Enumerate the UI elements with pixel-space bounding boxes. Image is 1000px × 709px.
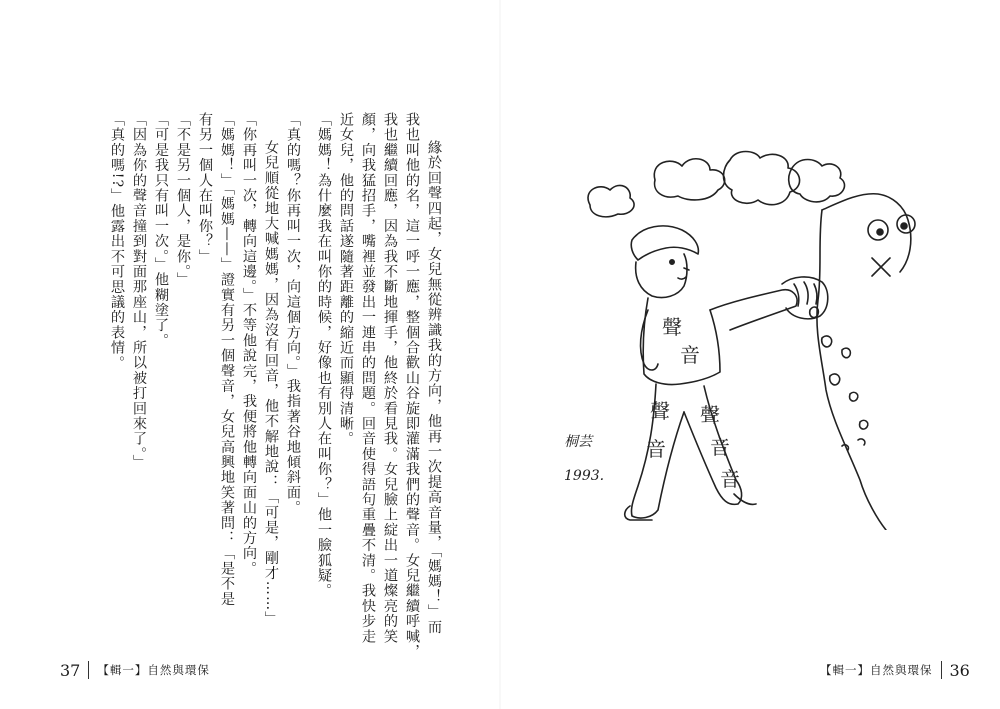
book-gutter <box>499 0 501 709</box>
paragraph: 我也繼續回應，因為我不斷地揮手，他終於看見我。女兒臉上綻出一道燦亮的笑 <box>382 112 398 644</box>
series-title: 【輯一】自然與環保 <box>820 663 933 677</box>
shirt-char: 聲 <box>700 403 720 427</box>
shirt-char: 聲 <box>662 315 682 339</box>
paragraph: 緣於回聲四起，女兒無從辨識我的方向，他再一次提高音量，「媽媽！」而 <box>426 140 442 635</box>
shirt <box>643 298 720 385</box>
page-number: 37 <box>60 660 81 680</box>
paragraph: 「媽媽！為什麼我在叫你的時候，好像也有別人在叫你？」他一臉狐疑。 <box>316 112 332 599</box>
series-title: 【輯一】自然與環保 <box>97 663 210 677</box>
paragraph: 顏，向我猛招手，嘴裡並發出一連串的問題。回音使得語句重疊不清。我快步走 <box>360 112 376 644</box>
cloud-far-right <box>789 160 845 202</box>
signature-year: 1993. <box>564 468 605 484</box>
shirt-char: 音 <box>710 435 730 459</box>
left-footer <box>60 660 210 680</box>
paragraph: 「真的嗎!?」他露出不可思議的表情。 <box>109 112 125 371</box>
paragraph: 有另一個人在叫你？」 <box>197 112 213 264</box>
paragraph: 我也叫他的名，這一呼一應，整個合歡山谷旋即灌滿我們的聲音。女兒繼續呼喊， <box>404 112 420 660</box>
hair <box>631 226 698 260</box>
paragraph: 近女兒，他的問話遂隨著距離的縮近而顯得清晰。 <box>338 112 354 447</box>
paragraph: 「可是我只有叫一次。」他糊塗了。 <box>153 112 169 349</box>
footer-divider <box>941 661 942 679</box>
paragraph: 「媽媽！」「媽媽——」證實有另一個聲音，女兒高興地笑著問：「是不是 <box>219 112 235 607</box>
cloud-center <box>654 159 724 200</box>
shirt-char: 音 <box>646 437 666 461</box>
paragraph: 「因為你的聲音撞到對面那座山，所以被打回來了。」 <box>131 112 147 470</box>
shirt-char: 聲 <box>650 399 670 423</box>
shirt-char: 音 <box>720 467 740 491</box>
page-number: 36 <box>949 660 970 680</box>
right-footer <box>820 660 970 680</box>
shirt-char: 音 <box>680 343 700 367</box>
cloud-left <box>588 185 634 216</box>
paragraph: 「真的嗎？你再叫一次，向這個方向。」我指著谷地傾斜面。 <box>285 112 301 516</box>
mountain-face-outline <box>822 194 911 272</box>
paragraph: 女兒順從地大喊媽媽，因為沒有回音，他不解地說：「可是，剛才……」 <box>263 140 279 627</box>
signature-name: 桐芸 <box>564 434 592 450</box>
child-shouting-illustration <box>560 150 920 530</box>
paragraph: 「你再叫一次，轉向這邊。」不等他說完，我便將他轉向面山的方向。 <box>241 112 257 577</box>
body-text <box>109 112 445 660</box>
paragraph: 「不是另一個人，是你。」 <box>175 112 191 288</box>
footer-divider <box>88 661 89 679</box>
